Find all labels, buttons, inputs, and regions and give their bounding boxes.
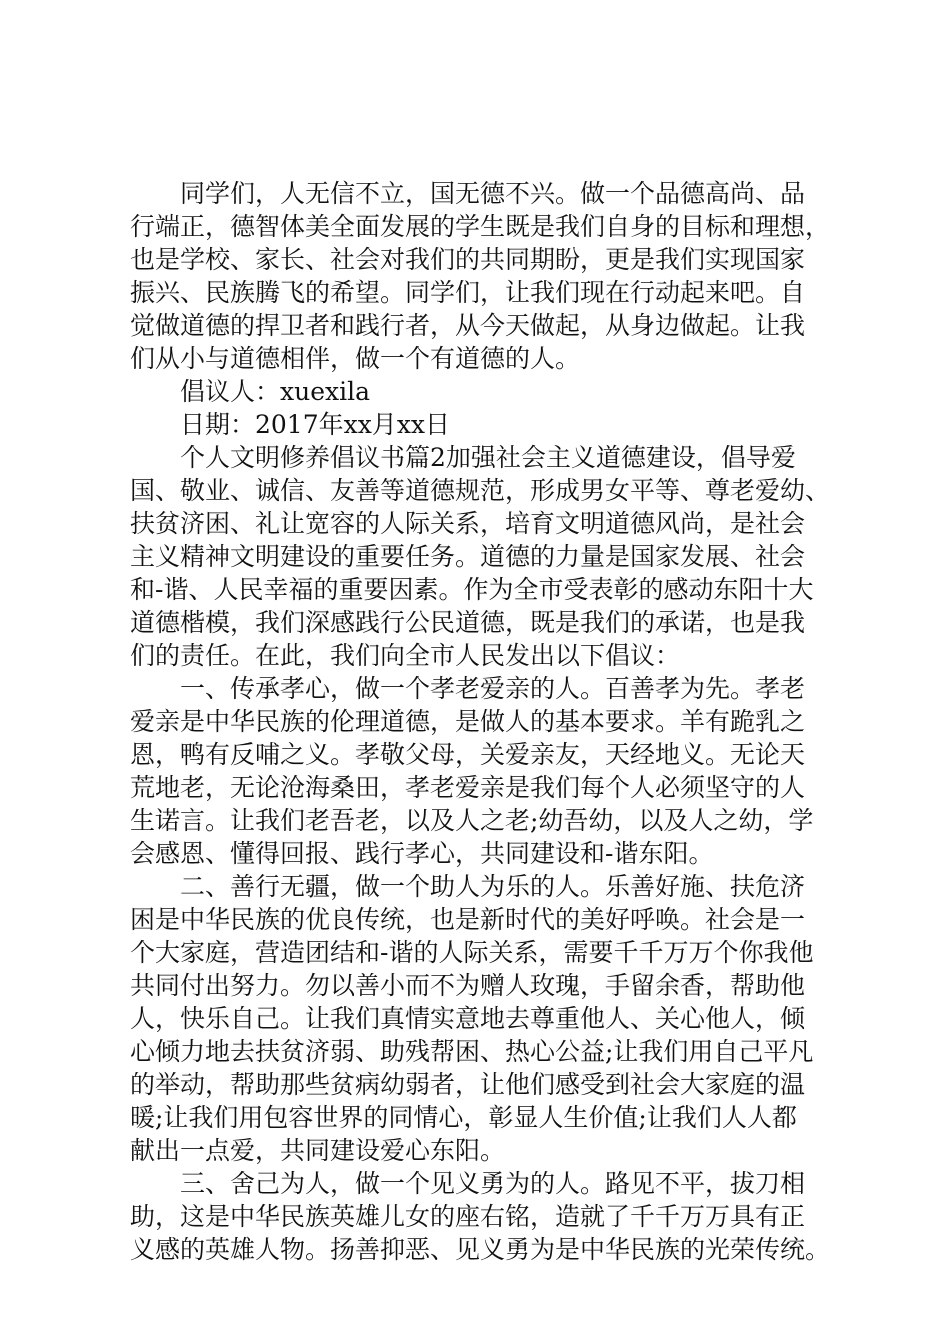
text-line: 们从小与道德相伴，做一个有道德的人。 (130, 344, 581, 373)
text-line: 心倾力地去扶贫济弱、助残帮困、热心公益;让我们用自己平凡 (130, 1037, 814, 1066)
text-line: 献出一点爱，共同建设爱心东阳。 (130, 1136, 506, 1165)
text-line: 国、敬业、诚信、友善等道德规范，形成男女平等、尊老爱幼、 (130, 476, 831, 505)
text-line: 主义精神文明建设的重要任务。道德的力量是国家发展、社会 (130, 542, 806, 571)
text-line: 振兴、民族腾飞的希望。同学们，让我们现在行动起来吧。自 (130, 278, 806, 307)
text-line: 倡议人：xuexila (180, 377, 370, 406)
text-line: 觉做道德的捍卫者和践行者，从今天做起，从身边做起。让我 (130, 311, 806, 340)
text-line: 爱亲是中华民族的伦理道德，是做人的基本要求。羊有跪乳之 (130, 707, 806, 736)
text-line: 道德楷模，我们深感践行公民道德，既是我们的承诺，也是我 (130, 608, 806, 637)
text-line: 的举动，帮助那些贫病幼弱者，让他们感受到社会大家庭的温 (130, 1070, 806, 1099)
text-line: 恩，鸭有反哺之义。孝敬父母，关爱亲友，天经地义。无论天 (130, 740, 806, 769)
text-line: 二、善行无疆，做一个助人为乐的人。乐善好施、扶危济 (180, 872, 806, 901)
text-line: 个人文明修养倡议书篇2加强社会主义道德建设，倡导爱 (180, 443, 796, 472)
document-body (130, 177, 855, 1266)
text-line: 困是中华民族的优良传统，也是新时代的美好呼唤。社会是一 (130, 905, 806, 934)
text-line: 个大家庭，营造团结和-谐的人际关系，需要千千万万个你我他 (130, 938, 814, 967)
text-line: 荒地老，无论沧海桑田，孝老爱亲是我们每个人必须坚守的人 (130, 773, 806, 802)
text-line: 也是学校、家长、社会对我们的共同期盼，更是我们实现国家 (130, 245, 806, 274)
text-line: 助，这是中华民族英雄儿女的座右铭，造就了千千万万具有正 (130, 1202, 806, 1231)
text-line: 人，快乐自己。让我们真情实意地去尊重他人、关心他人，倾 (130, 1004, 806, 1033)
text-line: 暖;让我们用包容世界的同情心，彰显人生价值;让我们人人都 (130, 1103, 797, 1132)
text-line: 三、舍己为人，做一个见义勇为的人。路见不平，拔刀相 (180, 1169, 806, 1198)
text-line: 生诺言。让我们老吾老，以及人之老;幼吾幼，以及人之幼，学 (130, 806, 814, 835)
text-line: 日期：2017年xx月xx日 (180, 410, 451, 439)
text-line: 行端正，德智体美全面发展的学生既是我们自身的目标和理想， (130, 212, 831, 241)
text-line: 们的责任。在此，我们向全市人民发出以下倡议： (130, 641, 681, 670)
text-line: 共同付出努力。勿以善小而不为赠人玫瑰，手留余香，帮助他 (130, 971, 806, 1000)
text-line: 会感恩、懂得回报、践行孝心，共同建设和-谐东阳。 (130, 839, 714, 868)
text-line: 义感的英雄人物。扬善抑恶、见义勇为是中华民族的光荣传统。 (130, 1235, 831, 1264)
text-line: 和-谐、人民幸福的重要因素。作为全市受表彰的感动东阳十大 (130, 575, 814, 604)
text-line: 扶贫济困、礼让宽容的人际关系，培育文明道德风尚，是社会 (130, 509, 806, 538)
text-line: 一、传承孝心，做一个孝老爱亲的人。百善孝为先。孝老 (180, 674, 806, 703)
text-line: 同学们，人无信不立，国无德不兴。做一个品德高尚、品 (180, 179, 806, 208)
